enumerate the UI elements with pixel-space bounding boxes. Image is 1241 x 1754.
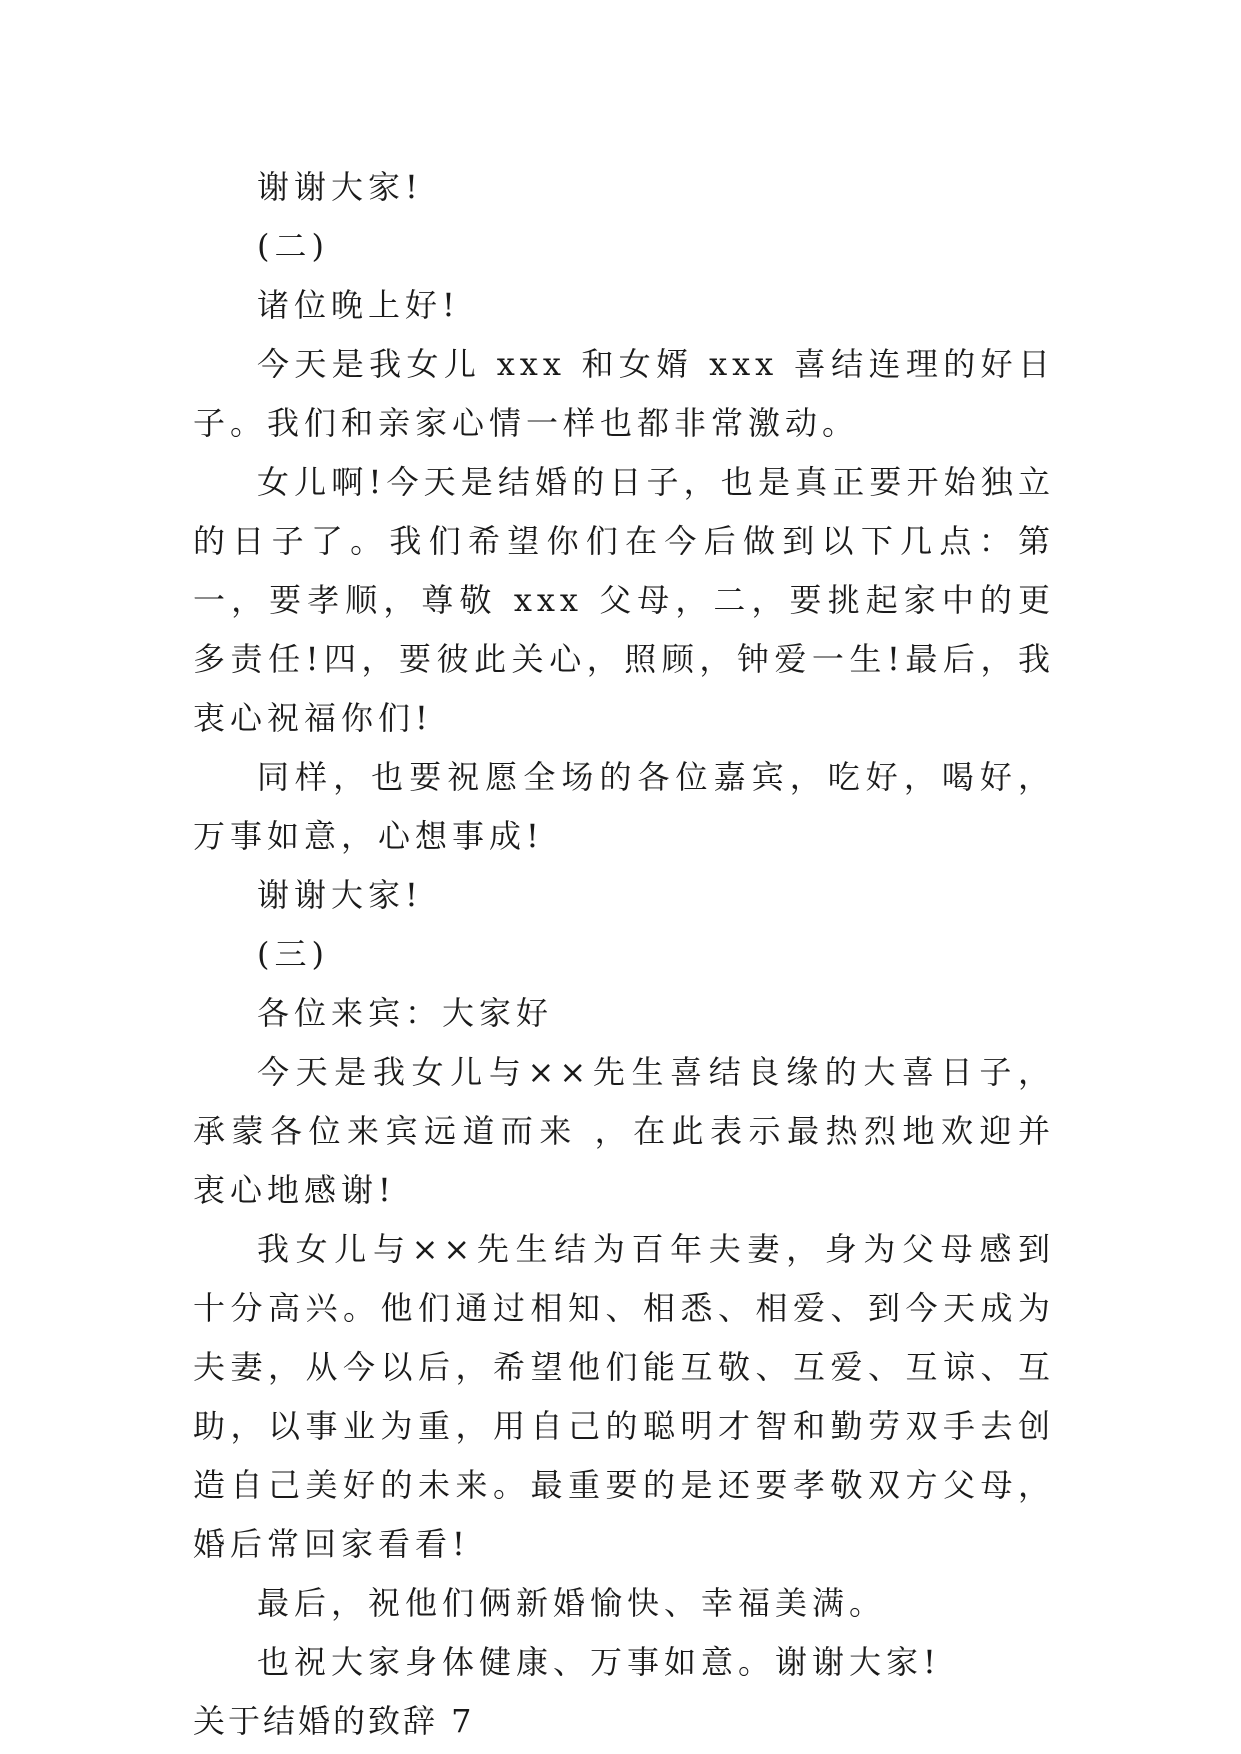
paragraph-wedding-intro: 今天是我女儿 xxx 和女婿 xxx 喜结连理的好日子。我们和亲家心情一样也都非常激动。 — [193, 345, 1055, 442]
section-heading: 关于结婚的致辞 7 — [193, 1702, 475, 1740]
paragraph-final-blessing: 最后，祝他们俩新婚愉快、幸福美满。 — [257, 1584, 887, 1622]
paragraph-thanks-2: 谢谢大家! — [257, 876, 423, 914]
section-marker-2: (二) — [257, 227, 329, 265]
paragraph-greeting-2: 诸位晚上好! — [257, 286, 460, 324]
paragraph-welcome-guests: 今天是我女儿与××先生喜结良缘的大喜日子，承蒙各位来宾远道而来 ，在此表示最热烈地欢迎并衷心地感谢! — [193, 1053, 1055, 1209]
paragraph-closing-thanks: 也祝大家身体健康、万事如意。谢谢大家! — [257, 1643, 941, 1681]
section-marker-3: (三) — [257, 935, 329, 973]
paragraph-thanks-1: 谢谢大家! — [257, 168, 423, 206]
paragraph-advice-daughter: 女儿啊!今天是结婚的日子，也是真正要开始独立的日子了。我们希望你们在今后做到以下几点：第一，要孝顺，尊敬 xxx 父母，二，要挑起家中的更多责任!四，要彼此关心，照顾，钟爱一生!最后，我衷心祝福你们! — [193, 463, 1055, 737]
paragraph-marriage-hopes: 我女儿与××先生结为百年夫妻，身为父母感到十分高兴。他们通过相知、相悉、相爱、到今天成为夫妻，从今以后，希望他们能互敬、互爱、互谅、互助，以事业为重，用自己的聪明才智和勤劳双手去创造自己美好的未来。最重要的是还要孝敬双方父母，婚后常回家看看! — [193, 1230, 1055, 1563]
document-page — [193, 158, 1055, 1751]
paragraph-greeting-3: 各位来宾：大家好 — [257, 994, 554, 1032]
paragraph-wish-guests: 同样，也要祝愿全场的各位嘉宾，吃好，喝好，万事如意，心想事成! — [193, 758, 1055, 855]
